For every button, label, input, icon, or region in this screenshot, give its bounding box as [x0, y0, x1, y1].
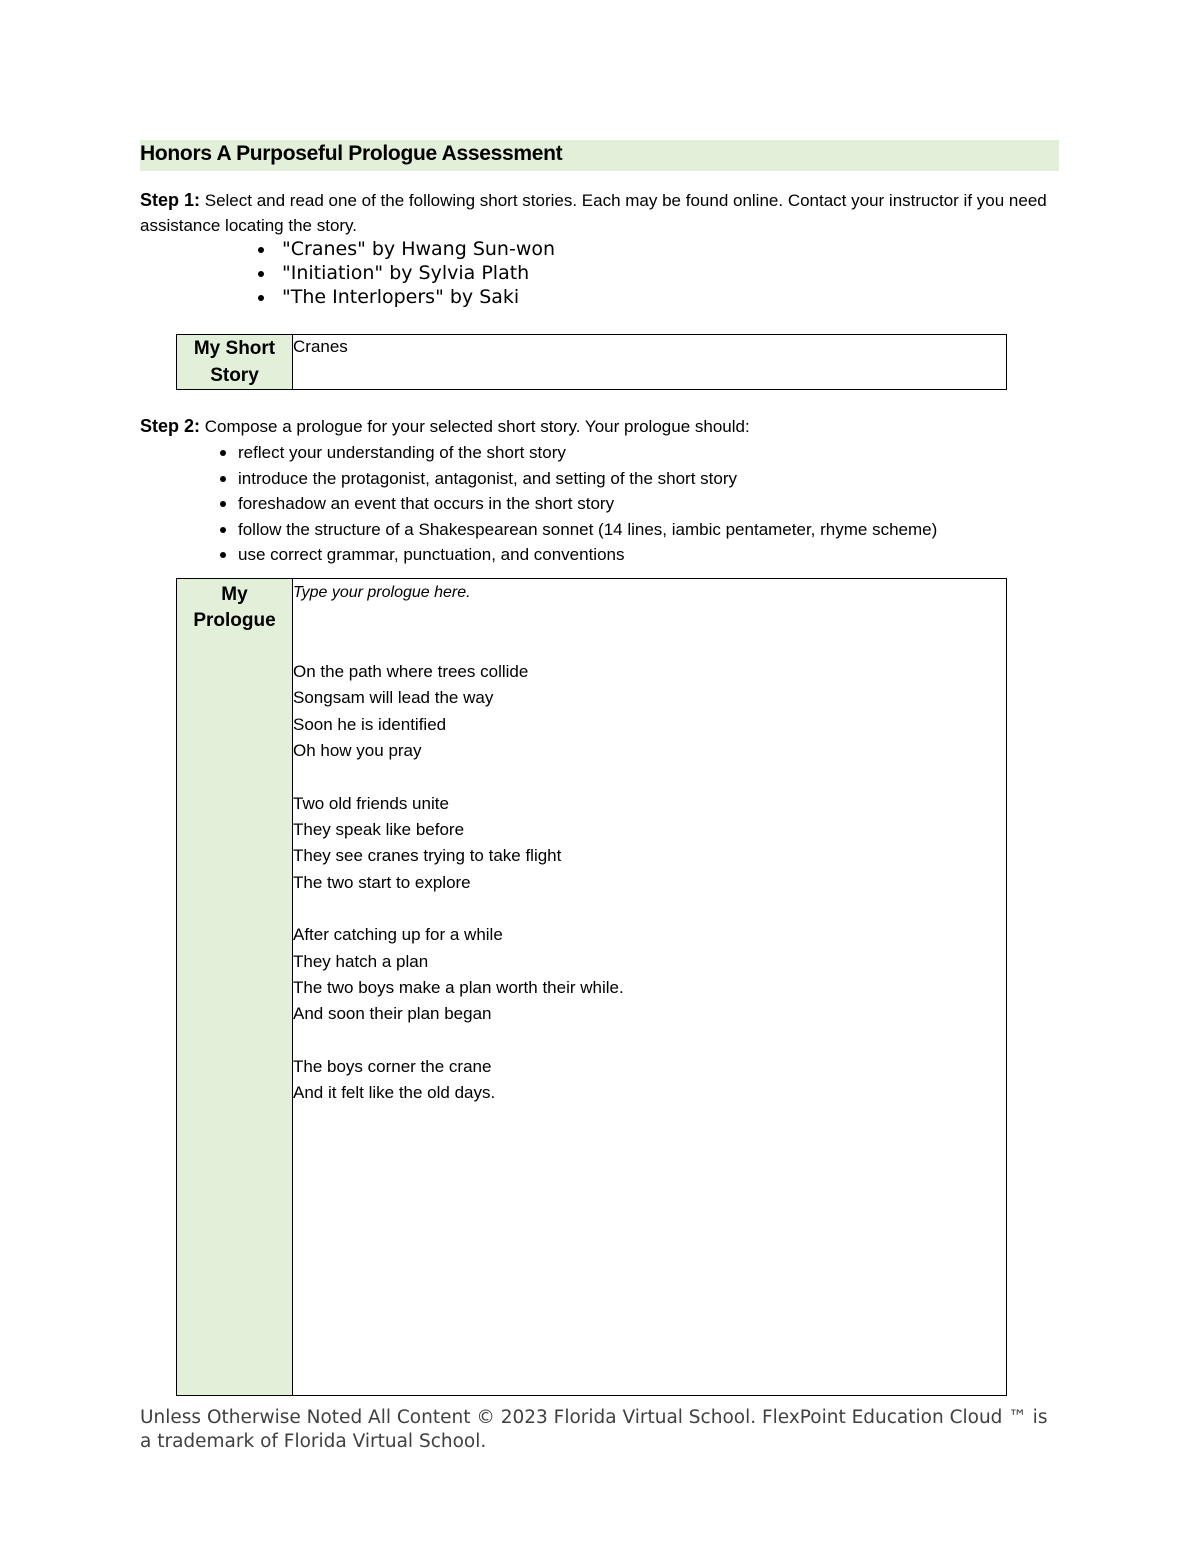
requirement-item: reflect your understanding of the short story	[216, 440, 937, 466]
poem-line: Songsam will lead the way	[293, 688, 494, 708]
step2-text: Compose a prologue for your selected short story. Your prologue should:	[200, 417, 750, 436]
short-story-value: Cranes	[293, 337, 348, 356]
requirement-item: follow the structure of a Shakespearean sonnet (14 lines, iambic pentameter, rhyme scheme)	[216, 517, 937, 543]
story-option: "Initiation" by Sylvia Plath	[250, 261, 555, 285]
poem-line: On the path where trees collide	[293, 662, 529, 681]
poem-line: The boys corner the crane	[293, 1056, 492, 1076]
requirement-item: use correct grammar, punctuation, and conventions	[216, 542, 937, 568]
poem-line: The two start to explore	[293, 872, 471, 892]
poem-line: Two old friends unite	[293, 793, 449, 813]
requirement-item: introduce the protagonist, antagonist, and setting of the short story	[216, 466, 937, 492]
short-story-field[interactable]	[293, 335, 1007, 390]
story-option: "The Interlopers" by Saki	[250, 285, 555, 309]
step1-label: Step 1:	[140, 190, 201, 210]
title-bar	[140, 140, 1059, 171]
stanza	[293, 791, 1006, 897]
footer-copyright: Unless Otherwise Noted All Content © 2023 Florida Virtual School. FlexPoint Education Cloud ™ is a trademark of Florida Virtual School.	[140, 1407, 1048, 1452]
step2-label: Step 2:	[140, 416, 201, 436]
requirements-list	[216, 440, 937, 568]
prologue-label: My Prologue	[177, 579, 293, 1396]
short-story-table	[176, 334, 1007, 390]
poem-line: And soon their plan began	[293, 1004, 492, 1024]
stanza	[293, 659, 1006, 765]
step2-paragraph	[140, 414, 1060, 439]
story-option: "Cranes" by Hwang Sun-won	[250, 237, 555, 261]
short-story-label: My Short Story	[177, 335, 293, 390]
poem-line: Soon he is identified	[293, 714, 447, 734]
requirement-item: foreshadow an event that occurs in the short story	[216, 491, 937, 517]
prologue-field[interactable]	[293, 579, 1007, 1396]
poem-line: After catching up for a while	[293, 925, 503, 945]
prologue-table	[176, 578, 1007, 1396]
poem-line: They hatch a plan	[293, 951, 429, 971]
step1-text: Select and read one of the following short stories. Each may be found online. Contact your instructor if you need assistance locating the story.	[140, 191, 1047, 235]
step1-paragraph	[140, 188, 1060, 238]
stanza	[293, 922, 1006, 1028]
poem-line: And it felt like the old days.	[293, 1083, 496, 1103]
stanza	[293, 1054, 1006, 1107]
prologue-hint: Type your prologue here.	[293, 584, 471, 601]
poem-line: They speak like before	[293, 820, 465, 840]
page-title: Honors A Purposeful Prologue Assessment	[140, 142, 563, 165]
poem-line: They see cranes trying to take flight	[293, 846, 562, 866]
story-list	[250, 237, 555, 309]
poem-line: Oh how you pray	[293, 741, 422, 761]
poem-line: The two boys make a plan worth their while.	[293, 978, 624, 998]
